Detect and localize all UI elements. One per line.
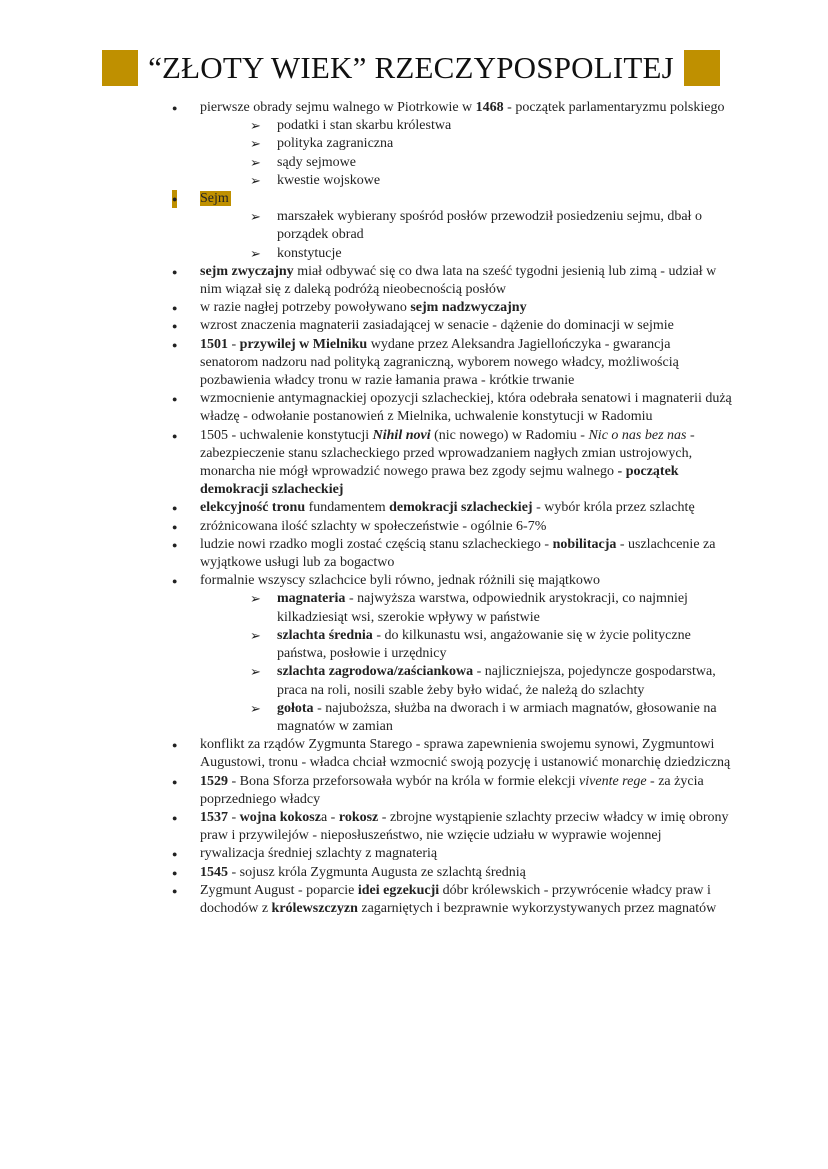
- sub-list: [200, 117, 732, 190]
- list-item: ● 1529 - Bona Sforza przeforsowała wybór na króla w formie elekcji vivente rege - za życia poprzedniego władcy: [172, 773, 732, 809]
- sub-list-item: ➢ gołota - najuboższa, służba na dworach i w armiach magnatów, głosowanie na magnatów w zamian: [250, 700, 732, 736]
- sub-list-item: ➢ polityka zagraniczna: [250, 135, 732, 153]
- sub-list-item: ➢ kwestie wojskowe: [250, 172, 732, 190]
- sub-list: [200, 208, 732, 263]
- highlighted-label: Sejm: [200, 191, 229, 207]
- list-item: ● elekcyjność tronu fundamentem demokracji szlacheckiej - wybór króla przez szlachtę: [172, 499, 732, 517]
- title-banner: [102, 50, 720, 86]
- list-item: ● w razie nagłej potrzeby powoływano sejm nadzwyczajny: [172, 299, 732, 317]
- list-item: ● zróżnicowana ilość szlachty w społeczeństwie - ogólnie 6-7%: [172, 518, 732, 536]
- list-item: ● konflikt za rządów Zygmunta Starego - sprawa zapewnienia swojemu synowi, Zygmuntowi Augustowi, tronu - władca chciał wzmocnić swoją pozycję i ustanowić monarchię dziedziczną: [172, 736, 732, 772]
- list-item: ● rywalizacja średniej szlachty z magnaterią: [172, 845, 732, 863]
- list-item: ● pierwsze obrady sejmu walnego w Piotrkowie w 1468 - początek parlamentaryzmu polskiego ➢ podatki i stan skarbu królestwa ➢ polityka zagraniczna ➢ sądy sejmowe ➢ kwestie wojskowe: [172, 99, 732, 190]
- list-item-highlighted: [172, 190, 732, 263]
- sub-list-item: ➢ konstytucje: [250, 245, 732, 263]
- notes-list: [172, 99, 732, 918]
- sub-list: [200, 590, 732, 736]
- list-item: ● formalnie wszyscy szlachcice byli równo, jednak różnili się majątkowo ➢ magnateria - najwyższa warstwa, odpowiednik arystokracji, co najmniej kilkadziesiąt wsi, szerokie wpływy w państwie ➢ szlachta średnia - do kilkunastu wsi, angażowanie się w życie polityczne państwa, posłowie i urzędnicy ➢ szlachta zagrodowa/zaściankowa - najliczniejsza, pojedyncze gospodarstwa, praca na roli, nosili szable żeby było widać, że należą do szlachty ➢ gołota - najuboższa, służba na dworach i w armiach magnatów, głosowanie na magnatów w zamian: [172, 572, 732, 736]
- accent-block-left: [102, 50, 138, 86]
- list-item: ● ludzie nowi rzadko mogli zostać częścią stanu szlacheckiego - nobilitacja - uszlachcenie za wyjątkowe usługi lub za bogactwo: [172, 536, 732, 572]
- sub-list-item: ➢ sądy sejmowe: [250, 154, 732, 172]
- list-item: ● 1537 - wojna kokosza - rokosz - zbrojne wystąpienie szlachty przeciw władcy w imię obrony praw i przywilejów - nieposłuszeństwo, nie wzięcie udziału w wyprawie wojennej: [172, 809, 732, 845]
- list-item: ● 1505 - uchwalenie konstytucji Nihil novi (nic nowego) w Radomiu - Nic o nas bez nas - zabezpieczenie stanu szlacheckiego przed wprowadzaniem nagłych zmian ustrojowych, monarcha nie mógł wprowadzić nowego prawa bez zgody sejmu walnego - początek demokracji szlacheckiej: [172, 427, 732, 500]
- list-item: ● wzrost znaczenia magnaterii zasiadającej w senacie - dążenie do dominacji w sejmie: [172, 317, 732, 335]
- list-item: ● Zygmunt August - poparcie idei egzekucji dóbr królewskich - przywrócenie władcy praw i dochodów z królewszczyzn zagarniętych i bezprawnie wykorzystywanych przez magnatów: [172, 882, 732, 918]
- sub-list-item: ➢ podatki i stan skarbu królestwa: [250, 117, 732, 135]
- sub-list-item: ➢ magnateria - najwyższa warstwa, odpowiednik arystokracji, co najmniej kilkadziesiąt wsi, szerokie wpływy w państwie: [250, 590, 732, 626]
- list-item: ● 1501 - przywilej w Mielniku wydane przez Aleksandra Jagiellończyka - gwarancja senatorom nadzoru nad polityką zagraniczną, wyborem nowego władcy, możliwością pozbawienia władcy tronu w razie łamania prawa - krótkie trwanie: [172, 336, 732, 391]
- list-item: ● sejm zwyczajny miał odbywać się co dwa lata na sześć tygodni jesienią lub zimą - udział w nim wiązał się z daleką podróżą nieobecnością posłów: [172, 263, 732, 299]
- accent-block-right: [684, 50, 720, 86]
- list-item: ● 1545 - sojusz króla Zygmunta Augusta ze szlachtą średnią: [172, 864, 732, 882]
- sub-list-item: ➢ marszałek wybierany spośród posłów przewodził posiedzeniu sejmu, dbał o porządek obrad: [250, 208, 732, 244]
- sub-list-item: ➢ szlachta zagrodowa/zaściankowa - najliczniejsza, pojedyncze gospodarstwa, praca na roli, nosili szable żeby było widać, że należą do szlachty: [250, 663, 732, 699]
- sub-list-item: ➢ szlachta średnia - do kilkunastu wsi, angażowanie się w życie polityczne państwa, posłowie i urzędnicy: [250, 627, 732, 663]
- list-item: ● wzmocnienie antymagnackiej opozycji szlacheckiej, która odebrała senatowi i magnaterii dużą władzę - odwołanie postanowień z Mielnika, uchwalenie konstytucji w Radomiu: [172, 390, 732, 426]
- page-title: “ZŁOTY WIEK” RZECZYPOSPOLITEJ: [148, 50, 674, 85]
